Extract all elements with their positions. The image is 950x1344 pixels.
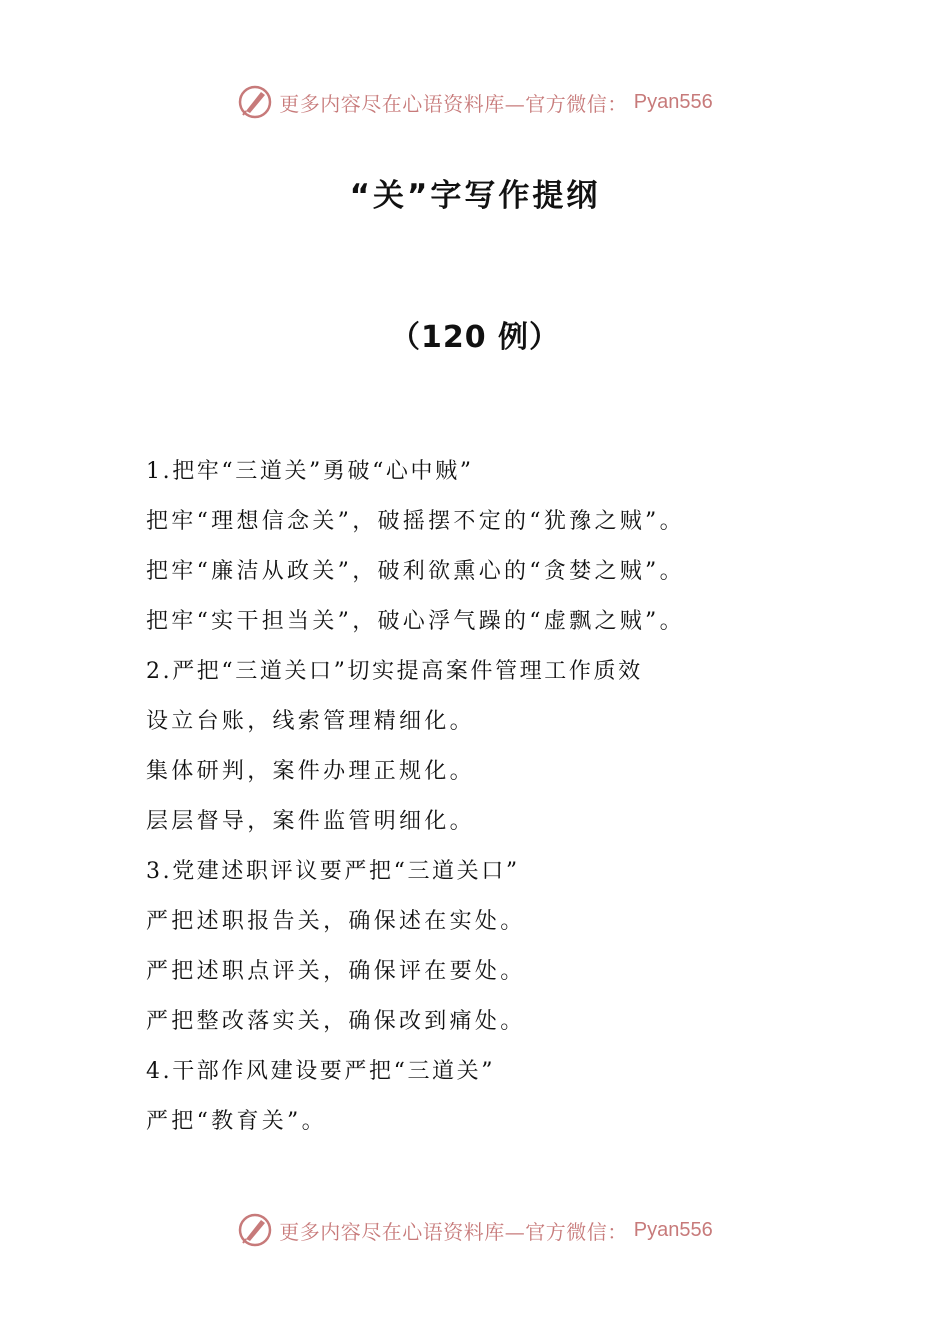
outline-line: 把牢“廉洁从政关”，破利欲熏心的“贪婪之贼”。 [146,559,685,584]
outline-line: 层层督导，案件监管明细化。 [146,809,475,834]
outline-line: 设立台账，线索管理精细化。 [146,709,475,734]
outline-line: 严把整改落实关，确保改到痛处。 [146,1009,526,1034]
watermark-wechat-id: Pyan556 [633,90,713,113]
outline-line: 严把述职报告关，确保述在实处。 [146,909,526,934]
outline-line: 严把述职点评关，确保评在要处。 [146,959,526,984]
quill-logo-icon [237,1212,273,1248]
outline-line: 把牢“理想信念关”，破摇摆不定的“犹豫之贼”。 [146,509,685,534]
footer-watermark [0,1208,950,1252]
watermark-wechat-id: Pyan556 [633,1218,713,1241]
outline-heading: 3.党建述职评议要严把“三道关口” [146,859,520,884]
document-title: “关”字写作提纲 [349,178,601,214]
watermark-text: 更多内容尽在心语资料库—官方微信： [279,1219,628,1244]
watermark-text: 更多内容尽在心语资料库—官方微信： [279,91,628,116]
outline-heading: 2.严把“三道关口”切实提高案件管理工作质效 [146,659,643,684]
outline-list [146,454,846,1154]
outline-line: 把牢“实干担当关”，破心浮气躁的“虚飘之贼”。 [146,609,685,634]
quill-logo-icon [237,84,273,120]
outline-heading: 4.干部作风建设要严把“三道关” [146,1059,496,1084]
outline-line: 严把“教育关”。 [146,1109,327,1134]
outline-line: 集体研判，案件办理正规化。 [146,759,475,784]
outline-heading: 1.把牢“三道关”勇破“心中贼” [146,459,474,484]
document-subtitle: （120 例） [389,320,561,355]
header-watermark [0,80,950,124]
